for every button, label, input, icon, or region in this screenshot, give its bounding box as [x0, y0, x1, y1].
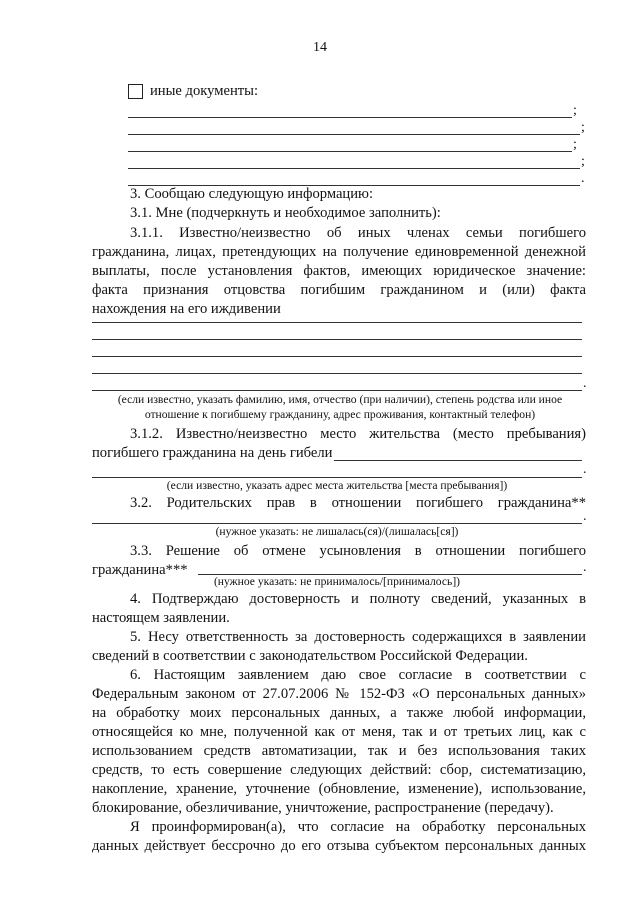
item-6-line: Федеральным законом от 27.07.2006 № 152-ФЗ «О персональных данных»: [92, 686, 586, 702]
fill-line[interactable]: [92, 523, 582, 524]
line-ending: .: [581, 171, 585, 186]
other-documents-checkbox[interactable]: [128, 84, 143, 99]
fill-line[interactable]: [334, 460, 582, 461]
fill-line[interactable]: [92, 339, 582, 340]
fill-line[interactable]: [128, 134, 580, 135]
hint-3-1-1: (если известно, указать фамилию, имя, отчество (при наличии), степень родства или иное: [117, 393, 563, 406]
fill-line[interactable]: [128, 168, 580, 169]
hint-3-1-2: (если известно, указать адрес места жительства [места пребывания]): [166, 479, 508, 492]
item-3-1-1-line: 3.1.1. Известно/неизвестно об иных членах семьи погибшего: [130, 225, 586, 241]
item-4-line: 4. Подтверждаю достоверность и полноту сведений, указанных в: [130, 591, 586, 607]
hint-3-2: (нужное указать: не лишалась(ся)/(лишалась[ся]): [215, 525, 459, 538]
line-ending: ;: [581, 154, 585, 169]
fill-line[interactable]: [92, 356, 582, 357]
fill-line[interactable]: [92, 390, 582, 391]
item-3-1-2-line: 3.1.2. Известно/неизвестно место жительства (место пребывания): [130, 426, 586, 442]
section-3-heading: 3. Сообщаю следующую информацию:: [130, 186, 374, 202]
line-ending: .: [583, 509, 587, 524]
other-documents-label: иные документы:: [150, 83, 259, 99]
item-3-1-1-line: факта признания отцовства погибшим гражданином и (или) факта: [92, 282, 586, 298]
fill-line[interactable]: [92, 373, 582, 374]
line-ending: ;: [573, 103, 577, 118]
informed-line: Я проинформирован(а), что согласие на обработку персональных: [130, 819, 586, 835]
item-5-line: 5. Несу ответственность за достоверность содержащихся в заявлении: [130, 629, 586, 645]
item-3-3-line: гражданина***: [92, 562, 188, 578]
item-5-line: сведений в соответствии с законодательством Российской Федерации.: [92, 648, 528, 664]
item-4-line: настоящем заявлении.: [92, 610, 230, 626]
item-3-2: 3.2. Родительских прав в отношении погибшего гражданина**: [130, 495, 586, 511]
item-6-line: на обработку моих персональных данных, а также любой информации,: [92, 705, 586, 721]
item-3-3-line: 3.3. Решение об отмене усыновления в отношении погибшего: [130, 543, 586, 559]
item-3-1: 3.1. Мне (подчеркнуть и необходимое заполнить):: [130, 205, 441, 221]
item-6-line: относящейся ко мне, полученной как от меня, так и от третьих лиц, как с: [92, 724, 586, 740]
item-6-line: средств, то есть совершение следующих действий: сбор, систематизацию,: [92, 762, 586, 778]
item-6-line: 6. Настоящим заявлением даю свое согласие в соответствии с: [130, 667, 586, 683]
fill-line[interactable]: [128, 151, 572, 152]
informed-line: данных действует бессрочно до его отзыва субъектом персональных данных: [92, 838, 586, 854]
item-6-line: использованием средств автоматизации, так и без использования таких: [92, 743, 586, 759]
item-3-1-1-line: выплаты, после установления фактов, имеющих юридическое значение:: [92, 263, 586, 279]
item-3-1-1-line: гражданина, лицах, претендующих на получение единовременной денежной: [92, 244, 586, 260]
fill-line[interactable]: [92, 322, 582, 323]
fill-line[interactable]: [128, 117, 572, 118]
item-3-1-1-line: нахождения на его иждивении: [92, 301, 281, 317]
line-ending: ;: [573, 137, 577, 152]
line-ending: .: [583, 376, 587, 391]
fill-line[interactable]: [92, 477, 582, 478]
item-6-line: блокирование, обезличивание, уничтожение, распространение (передачу).: [92, 800, 554, 816]
line-ending: ;: [581, 120, 585, 135]
item-6-line: накопление, хранение, уточнение (обновление, изменение), использование,: [92, 781, 586, 797]
page-number: 14: [313, 40, 327, 55]
line-ending: .: [583, 560, 587, 575]
item-3-1-2-line: погибшего гражданина на день гибели: [92, 445, 333, 461]
line-ending: .: [583, 462, 587, 477]
hint-3-3: (нужное указать: не принималось/[принималось]): [213, 575, 461, 588]
hint-3-1-1: отношение к погибшему гражданину, адрес проживания, контактный телефон): [144, 408, 536, 421]
